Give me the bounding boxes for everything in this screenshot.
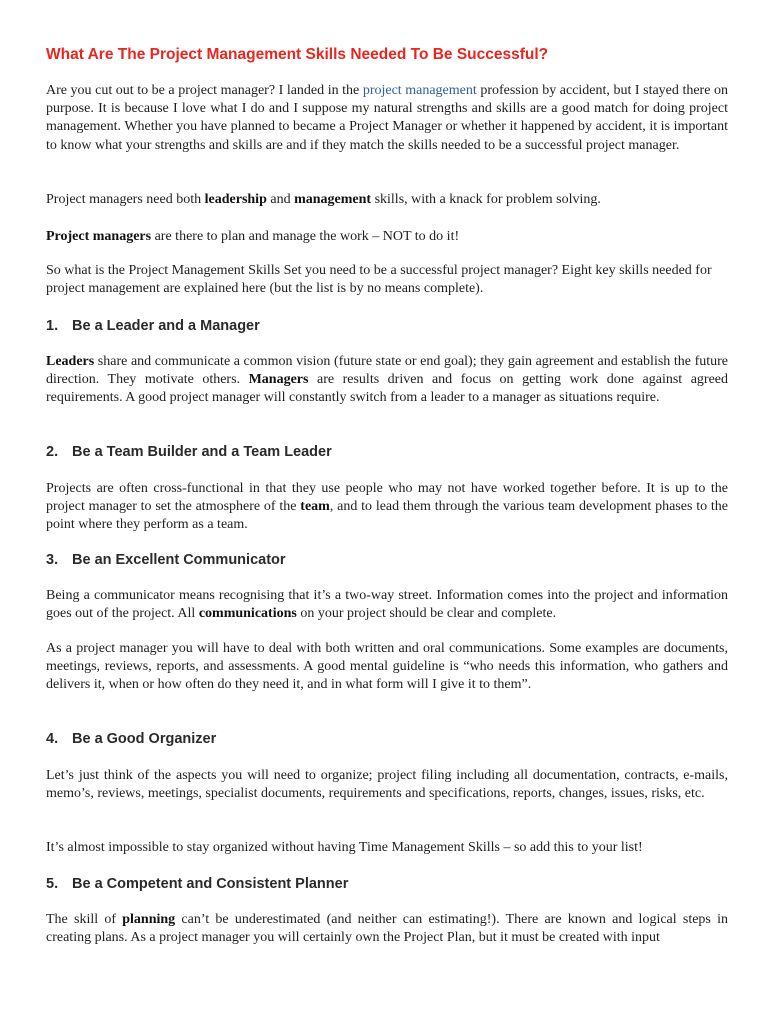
section-heading-5 bbox=[46, 875, 348, 893]
bold-term-planning: planning bbox=[122, 912, 176, 927]
section-heading-4 bbox=[46, 730, 216, 748]
section-text: Projects are often cross-functional in that they use people who may not have worked together before. It is up to the project manager to set the atmosphere of the bbox=[46, 481, 728, 515]
document-title: What Are The Project Management Skills Needed To Be Successful? bbox=[46, 46, 549, 63]
bold-term-team: team bbox=[300, 499, 330, 515]
section-text: can’t be underestimated (and neither can estimating!). There are known and logical steps in creating plans. As a project manager you will certainly own the Project Plan, but it must be created with input bbox=[46, 912, 728, 946]
section-heading-text: Be a Team Builder and a Team Leader bbox=[72, 444, 332, 460]
section-text: share and communicate a common vision (future state or end goal); they gain agreement and establish the future direction. They motivate others. bbox=[46, 354, 728, 388]
section-4-paragraph-1: Let’s just think of the aspects you will need to organize; project filing including all documentation, contracts, e-mails, memo’s, reviews, meetings, specialist documents, requirements and specifications, reports, changes, issues, risks, etc. bbox=[46, 768, 728, 802]
section-4-paragraph-2: It’s almost impossible to stay organized without having Time Management Skills – so add this to your list! bbox=[46, 840, 643, 855]
bold-term-leadership: leadership bbox=[204, 192, 267, 207]
bold-term-managers: Managers bbox=[248, 372, 309, 388]
section-text: are results driven and focus on getting work done against agreed requirements. A good project manager will constantly switch from a leader to a manager as situations require. bbox=[46, 372, 728, 406]
section-3-paragraph-2: As a project manager you will have to deal with both written and oral communications. Some examples are documents, meetings, reviews, reports, and assessments. A good mental guideline is “who needs this information, who gathers and delivers it, when or how often do they need it, and in what form will I give it to them”. bbox=[46, 641, 728, 693]
section-number: 4. bbox=[46, 731, 59, 747]
section-3-paragraph-1 bbox=[46, 587, 728, 623]
intro-text: are there to plan and manage the work – NOT to do it! bbox=[151, 229, 460, 244]
section-heading-text: Be a Leader and a Manager bbox=[72, 318, 260, 334]
section-text: on your project should be clear and complete. bbox=[296, 606, 557, 622]
section-number: 1. bbox=[46, 318, 59, 334]
intro-paragraph-2 bbox=[46, 191, 728, 209]
intro-text: Are you cut out to be a project manager? I landed in the bbox=[46, 83, 363, 98]
bold-term-leaders: Leaders bbox=[46, 354, 95, 369]
section-text: Being a communicator means recognising that it’s a two-way street. Information comes into the project and information goes out of the project. All bbox=[46, 588, 728, 622]
project-management-link[interactable]: project management bbox=[362, 83, 477, 98]
section-heading-2 bbox=[46, 443, 332, 461]
intro-text: and bbox=[266, 192, 295, 207]
section-heading-text: Be a Good Organizer bbox=[72, 731, 217, 747]
bold-term-communications: communications bbox=[198, 606, 297, 622]
section-2-paragraph-1 bbox=[46, 480, 728, 535]
section-heading-1 bbox=[46, 317, 260, 335]
section-5-paragraph-1 bbox=[46, 911, 728, 947]
intro-paragraph-4: So what is the Project Management Skills Set you need to be a successful project manager? Eight key skills needed for project management are explained here (but the list is by no means complete). bbox=[46, 263, 712, 297]
bold-term-management: management bbox=[294, 192, 372, 207]
section-text: The skill of bbox=[46, 912, 123, 927]
intro-text: profession by accident, but I stayed there on purpose. It is because I love what I do and I suppose my natural strengths and skills are a good match for doing project management. Whether you have planned to became a Project Manager or whether it happened by accident, it is important to know what your strengths and skills are and if they match the skills needed to be a successful project manager. bbox=[46, 83, 728, 153]
section-number: 3. bbox=[46, 552, 59, 568]
document-page bbox=[46, 0, 728, 1024]
intro-paragraph-1 bbox=[46, 82, 728, 155]
section-heading-3 bbox=[46, 551, 286, 569]
section-1-paragraph-1 bbox=[46, 353, 728, 408]
section-number: 2. bbox=[46, 444, 59, 460]
intro-paragraph-3 bbox=[46, 228, 728, 246]
section-heading-text: Be a Competent and Consistent Planner bbox=[72, 876, 349, 892]
section-text: , and to lead them through the various team development phases to the point where they perform as a team. bbox=[46, 499, 728, 533]
section-number: 5. bbox=[46, 876, 59, 892]
bold-term-project-managers: Project managers bbox=[46, 229, 152, 244]
intro-text: skills, with a knack for problem solving. bbox=[371, 192, 601, 207]
section-heading-text: Be an Excellent Communicator bbox=[72, 552, 286, 568]
intro-text: Project managers need both bbox=[46, 192, 205, 207]
